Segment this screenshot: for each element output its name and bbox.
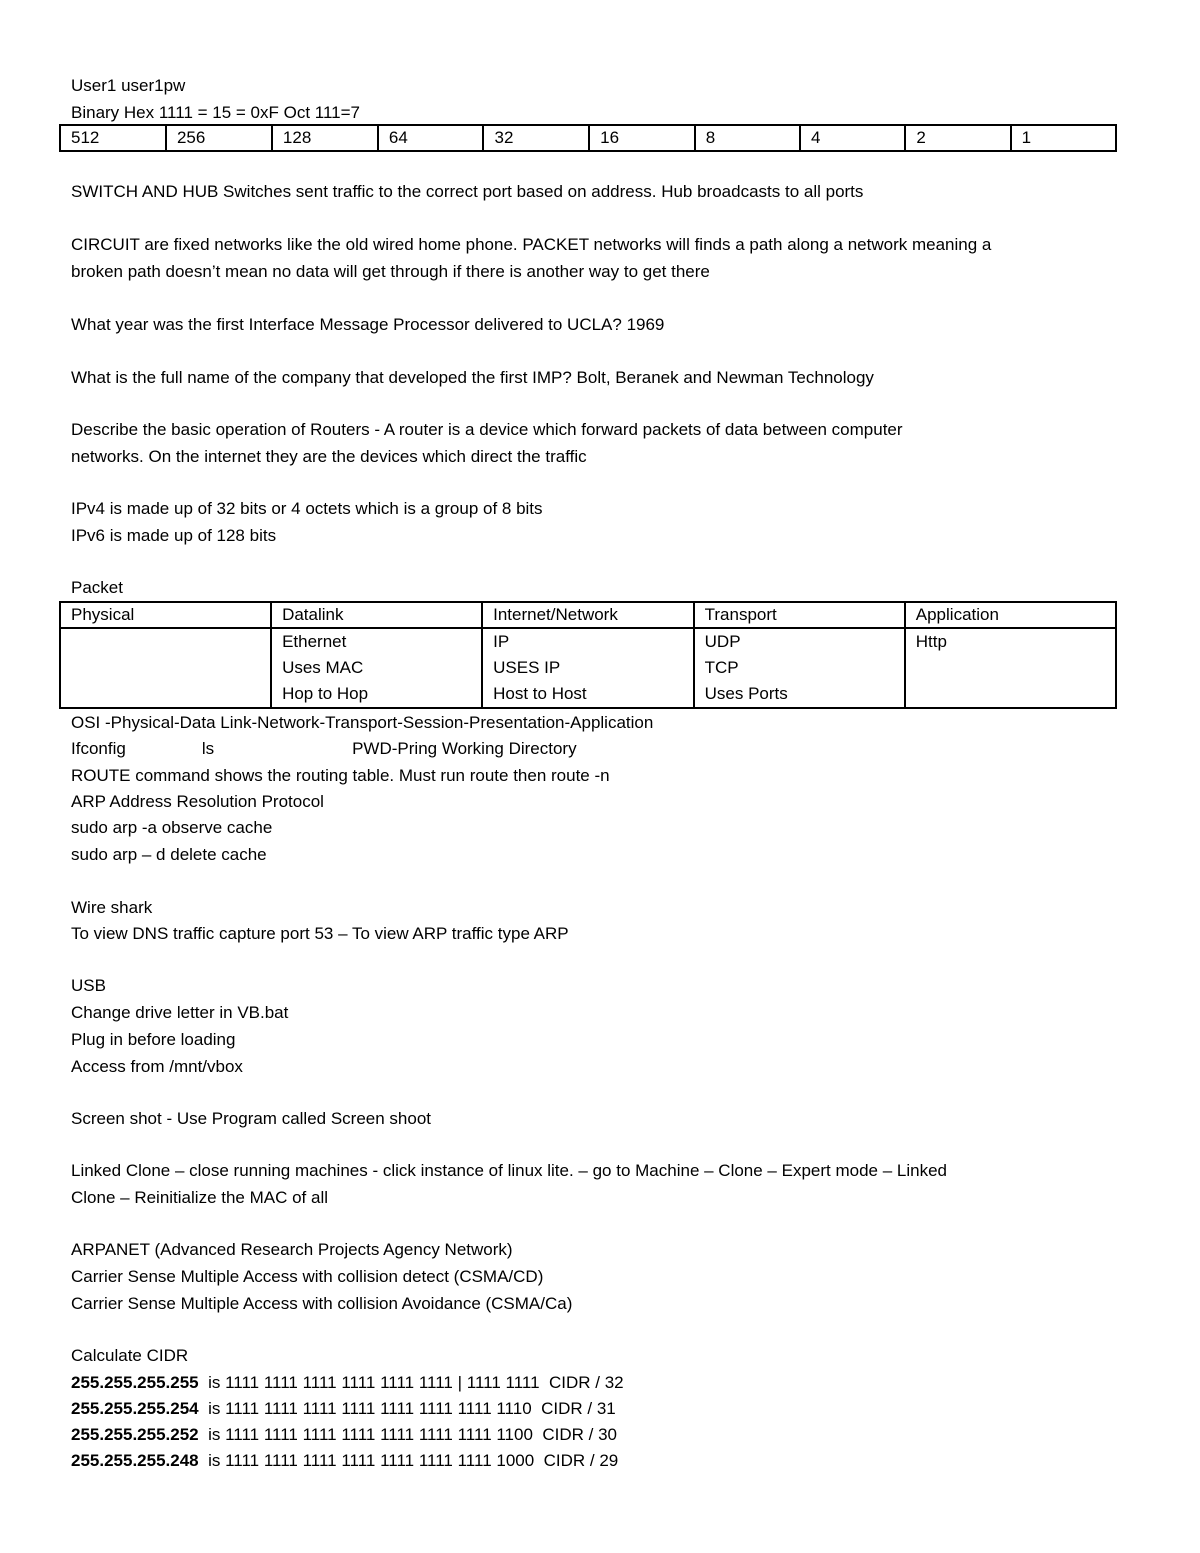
table-cell [694,628,905,708]
table-row [60,628,1116,708]
ls-text: ls [201,739,215,758]
wireshark-heading: Wire shark [71,898,153,917]
binary-line: Binary Hex 1111 = 15 = 0xF Oct 111=7 [71,103,361,122]
cell-line: USES IP [493,658,561,677]
table-cell: 64 [378,125,484,151]
circuit-paragraph-line-1: CIRCUIT are fixed networks like the old wired home phone. PACKET networks will finds a path along a network meaning a [71,235,992,254]
cidr-heading: Calculate CIDR [71,1346,189,1365]
usb-line-3: Access from /mnt/vbox [71,1057,243,1076]
osi-line: OSI -Physical-Data Link-Network-Transport-Session-Presentation-Application [71,713,654,732]
table-cell [271,628,482,708]
cidr-mask: 255.255.255.255 [71,1373,199,1392]
table-cell: 1 [1011,125,1116,151]
csma-cd-line: Carrier Sense Multiple Access with collision detect (CSMA/CD) [71,1267,544,1286]
switch-hub-paragraph: SWITCH AND HUB Switches sent traffic to the correct port based on address. Hub broadcasts to all ports [71,182,864,201]
cidr-detail: is 1111 1111 1111 1111 1111 1111 | 1111 1111 CIDR / 32 [198,1373,624,1392]
cell-line: TCP [704,658,739,677]
cidr-mask: 255.255.255.252 [71,1425,199,1444]
usb-line-2: Plug in before loading [71,1030,236,1049]
binary-place-value-table [59,124,1117,152]
table-header-cell: Physical [60,602,271,628]
cidr-row [71,1449,618,1473]
routers-paragraph-line-2: networks. On the internet they are the devices which direct the traffic [71,447,587,466]
cell-line: Uses MAC [282,658,364,677]
pwd-text: PWD-Pring Working Directory [352,739,577,758]
arpanet-line: ARPANET (Advanced Research Projects Agency Network) [71,1240,513,1259]
table-header-cell: Application [905,602,1116,628]
table-cell: 32 [483,125,589,151]
table-cell: 256 [166,125,272,151]
table-cell [482,628,694,708]
ipv6-line: IPv6 is made up of 128 bits [71,526,277,545]
table-cell: 2 [905,125,1010,151]
cidr-detail: is 1111 1111 1111 1111 1111 1111 1111 1110 CIDR / 31 [198,1399,616,1418]
cell-line: IP [493,632,510,651]
table-cell: 512 [60,125,166,151]
cidr-detail: is 1111 1111 1111 1111 1111 1111 1111 1000 CIDR / 29 [198,1451,619,1470]
imp-company-question: What is the full name of the company that developed the first IMP? Bolt, Beranek and Newman Technology [71,368,874,387]
table-cell: 128 [272,125,378,151]
cell-line: Host to Host [493,684,587,703]
cidr-row [71,1371,624,1395]
packet-label: Packet [71,578,123,597]
cell-line: UDP [704,632,741,651]
ipv4-line: IPv4 is made up of 32 bits or 4 octets which is a group of 8 bits [71,499,543,518]
screenshot-line: Screen shot - Use Program called Screen shoot [71,1109,432,1128]
arp-line: ARP Address Resolution Protocol [71,792,324,811]
circuit-paragraph-line-2: broken path doesn’t mean no data will get through if there is another way to get there [71,262,710,281]
user-line: User1 user1pw [71,76,186,95]
table-row [60,125,1116,151]
clone-line-2: Clone – Reinitialize the MAC of all [71,1188,329,1207]
commands-line [71,737,577,761]
cidr-detail: is 1111 1111 1111 1111 1111 1111 1111 1100 CIDR / 30 [198,1425,618,1444]
csma-ca-line: Carrier Sense Multiple Access with collision Avoidance (CSMA/Ca) [71,1294,573,1313]
table-cell: 8 [695,125,800,151]
table-cell: 16 [589,125,695,151]
cell-line: Ethernet [282,632,347,651]
table-cell [905,628,1116,708]
table-header-cell: Transport [694,602,905,628]
clone-line-1: Linked Clone – close running machines - click instance of linux lite. – go to Machine – Clone – Expert mode – Linked [71,1161,947,1180]
imp-year-question: What year was the first Interface Message Processor delivered to UCLA? 1969 [71,315,665,334]
ifconfig-text: Ifconfig [71,739,126,758]
packet-layers-table [59,601,1117,709]
cell-line: Http [915,632,947,651]
route-line: ROUTE command shows the routing table. Must run route then route -n [71,766,610,785]
cidr-row [71,1423,617,1447]
table-header-row [60,602,1116,628]
arp-d-line: sudo arp – d delete cache [71,845,267,864]
cidr-row [71,1397,616,1421]
table-cell: 4 [800,125,905,151]
dns-line: To view DNS traffic capture port 53 – To view ARP traffic type ARP [71,924,569,943]
usb-line-1: Change drive letter in VB.bat [71,1003,289,1022]
routers-paragraph-line-1: Describe the basic operation of Routers - A router is a device which forward packets of data between computer [71,420,903,439]
table-header-cell: Internet/Network [482,602,694,628]
cidr-mask: 255.255.255.254 [71,1399,199,1418]
arp-a-line: sudo arp -a observe cache [71,818,273,837]
table-cell [60,628,271,708]
usb-heading: USB [71,976,106,995]
cidr-mask: 255.255.255.248 [71,1451,199,1470]
cell-line: Hop to Hop [282,684,369,703]
cell-line: Uses Ports [704,684,788,703]
table-header-cell: Datalink [271,602,482,628]
